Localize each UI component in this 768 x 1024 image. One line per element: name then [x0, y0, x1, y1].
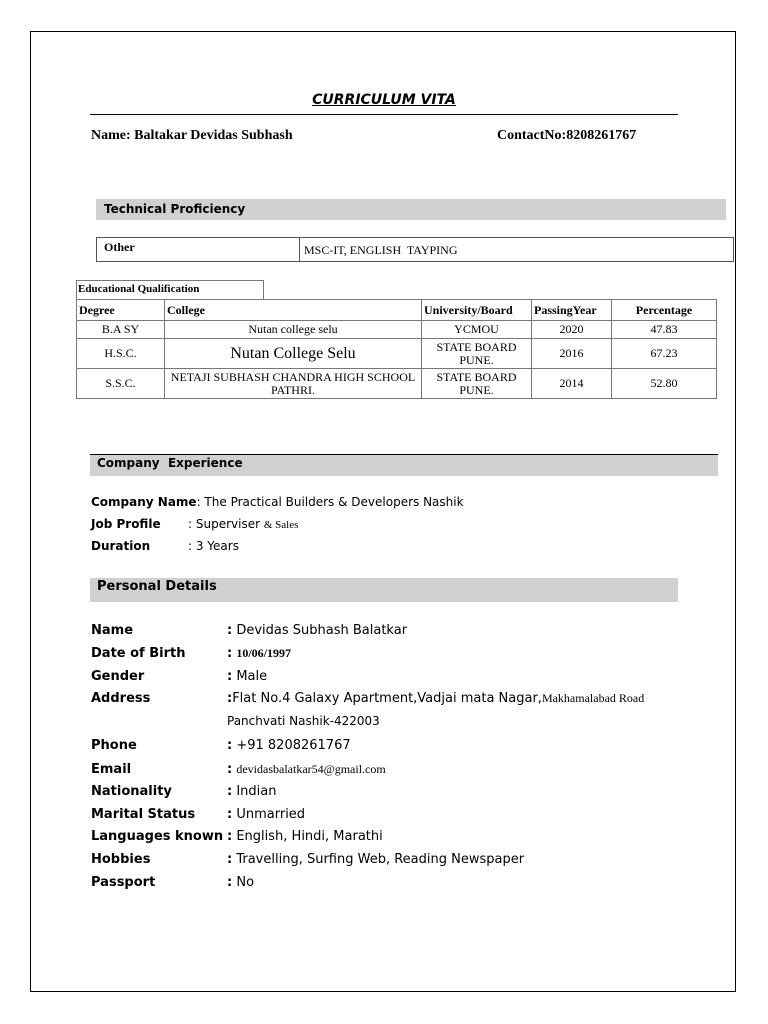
technical-label: Other — [97, 238, 300, 261]
percentage-cell: 47.83 — [612, 321, 717, 339]
languages-value: : English, Hindi, Marathi — [227, 829, 383, 844]
title-rule — [90, 114, 678, 115]
technical-value: MSC-IT, ENGLISH TAYPING — [304, 243, 458, 257]
technical-heading: Technical Proficiency — [96, 199, 726, 220]
degree-cell: B.A SY — [77, 321, 165, 339]
degree-cell: H.S.C. — [77, 339, 165, 369]
company-name-label: Company Name — [91, 495, 197, 509]
board-cell: YCMOU — [422, 321, 532, 339]
company-name-value: : The Practical Builders & Developers Nashik — [196, 495, 464, 509]
job-profile-value-a: : Superviser — [188, 517, 264, 531]
phone-label: Phone — [91, 738, 137, 753]
college-cell: Nutan College Selu — [165, 339, 422, 369]
candidate-name: Name: Baltakar Devidas Subhash — [91, 128, 293, 143]
table-row — [77, 339, 717, 369]
company-name-line — [91, 495, 464, 509]
address-line-1: :Flat No.4 Galaxy Apartment,Vadjai mata Nagar,Makhamalabad Road — [227, 691, 645, 706]
table-row — [77, 369, 717, 399]
marital-value: : Unmarried — [227, 807, 306, 822]
nationality-value: : Indian — [227, 784, 277, 799]
duration-value: : 3 Years — [188, 539, 239, 553]
dob-label: Date of Birth — [91, 646, 186, 661]
column-header: Percentage — [612, 300, 717, 321]
college-cell: NETAJI SUBHASH CHANDRA HIGH SCHOOL PATHRI. — [165, 369, 422, 399]
nationality-label: Nationality — [91, 784, 172, 799]
education-table — [76, 299, 717, 399]
year-cell: 2014 — [532, 369, 612, 399]
board-cell: STATE BOARD PUNE. — [422, 369, 532, 399]
marital-label: Marital Status — [91, 807, 196, 822]
gender-value: : Male — [227, 669, 268, 684]
table-row — [77, 321, 717, 339]
column-header: University/Board — [422, 300, 532, 321]
hobbies-label: Hobbies — [91, 852, 151, 867]
degree-cell: S.S.C. — [77, 369, 165, 399]
job-profile-value-b: & Sales — [263, 519, 299, 531]
year-cell: 2020 — [532, 321, 612, 339]
column-header: PassingYear — [532, 300, 612, 321]
year-cell: 2016 — [532, 339, 612, 369]
languages-label: Languages known — [91, 829, 224, 844]
column-header: College — [165, 300, 422, 321]
percentage-cell: 52.80 — [612, 369, 717, 399]
gender-label: Gender — [91, 669, 145, 684]
job-profile-value — [188, 517, 298, 531]
name-value: : Devidas Subhash Balatkar — [227, 623, 408, 638]
job-profile-label: Job Profile — [91, 517, 161, 531]
page-border — [30, 31, 736, 992]
college-cell: Nutan college selu — [165, 321, 422, 339]
percentage-cell: 67.23 — [612, 339, 717, 369]
name-label: Name — [91, 623, 134, 638]
phone-value: : +91 8208261767 — [227, 738, 351, 753]
document-title: CURRICULUM VITA — [312, 92, 456, 108]
address-label: Address — [91, 691, 151, 706]
board-cell: STATE BOARD PUNE. — [422, 339, 532, 369]
passport-label: Passport — [91, 875, 156, 890]
company-heading: Company Experience — [90, 454, 718, 476]
education-heading: Educational Qualification — [76, 280, 264, 299]
email-label: Email — [91, 762, 132, 777]
technical-table — [96, 237, 734, 262]
table-header-row — [77, 300, 717, 321]
column-header: Degree — [77, 300, 165, 321]
email-value: : devidasbalatkar54@gmail.com — [227, 762, 386, 777]
address-line-2: Panchvati Nashik-422003 — [227, 714, 380, 728]
passport-value: : No — [227, 875, 255, 890]
dob-value: : 10/06/1997 — [227, 646, 292, 661]
contact-number: ContactNo:8208261767 — [497, 128, 637, 143]
hobbies-value: : Travelling, Surfing Web, Reading Newspaper — [227, 852, 525, 867]
personal-heading: Personal Details — [90, 578, 678, 602]
duration-label: Duration — [91, 539, 151, 553]
